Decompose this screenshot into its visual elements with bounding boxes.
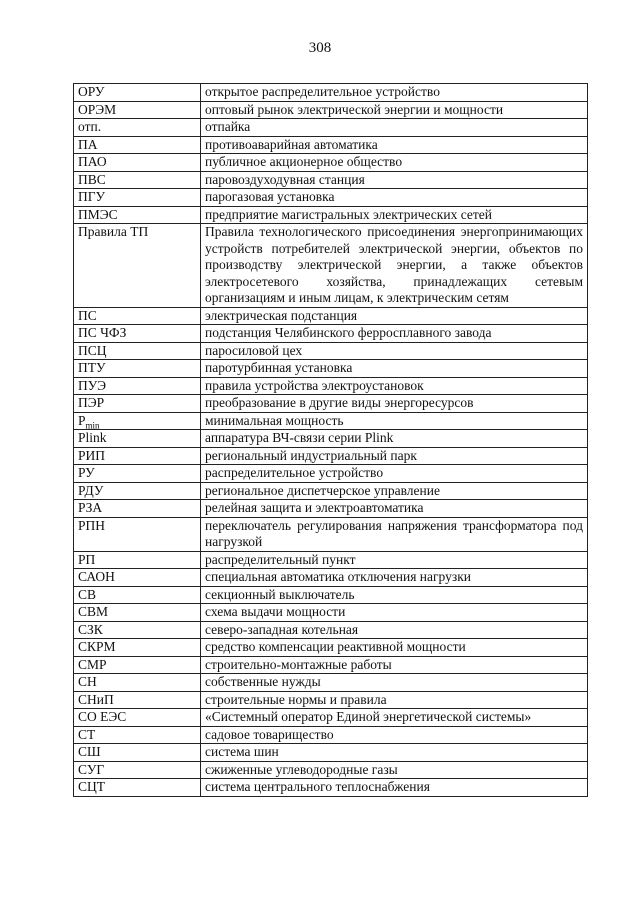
abbreviation-cell bbox=[74, 761, 201, 779]
table-row bbox=[74, 119, 588, 137]
abbreviation-text: РП bbox=[78, 551, 96, 567]
abbreviation-text: ПЭР bbox=[78, 395, 105, 410]
table-row bbox=[74, 639, 588, 657]
abbreviation-text: ПВС bbox=[78, 171, 106, 187]
abbreviation-cell bbox=[74, 136, 201, 154]
abbreviation-text: ПУЭ bbox=[78, 377, 107, 393]
abbreviation-subscript: min bbox=[85, 420, 100, 431]
table-row bbox=[74, 325, 588, 343]
table-row bbox=[74, 342, 588, 360]
abbreviation-cell bbox=[74, 465, 201, 483]
definition-cell: правила устройства электроустановок bbox=[201, 377, 588, 395]
abbreviation-text: отп. bbox=[78, 119, 102, 134]
definition-cell: Правила технологического присоединения энергопринимающих устройств потребителей электрической энергии, объектов по производству электрической энергии, а также объектов электросетевого хозяйства, принадлежащих сетевым организациям и иным лицам, к электрическим сетям bbox=[201, 224, 588, 308]
definition-cell: парогазовая установка bbox=[201, 189, 588, 207]
abbreviation-cell bbox=[74, 779, 201, 797]
abbreviation-cell bbox=[74, 171, 201, 189]
abbreviation-text: СНиП bbox=[78, 691, 114, 707]
table-row bbox=[74, 171, 588, 189]
abbreviation-cell bbox=[74, 325, 201, 343]
abbreviation-text: СН bbox=[78, 674, 97, 689]
definition-cell: северо-западная котельная bbox=[201, 621, 588, 639]
abbreviation-cell bbox=[74, 674, 201, 692]
abbreviation-text: СУГ bbox=[78, 761, 105, 777]
abbreviation-text: СМР bbox=[78, 656, 107, 672]
abbreviation-cell bbox=[74, 395, 201, 413]
abbreviation-cell bbox=[74, 500, 201, 518]
table-row bbox=[74, 101, 588, 119]
abbreviation-text: СЗК bbox=[78, 621, 103, 637]
abbreviation-cell bbox=[74, 84, 201, 102]
abbreviation-text: ПС bbox=[78, 307, 97, 323]
abbreviation-cell bbox=[74, 101, 201, 119]
definition-cell: электрическая подстанция bbox=[201, 307, 588, 325]
table-row bbox=[74, 621, 588, 639]
abbreviation-cell bbox=[74, 412, 201, 430]
abbreviation-cell bbox=[74, 342, 201, 360]
table-row bbox=[74, 412, 588, 430]
abbreviation-text: Правила ТП bbox=[78, 224, 149, 239]
definition-cell: паросиловой цех bbox=[201, 342, 588, 360]
abbreviation-cell bbox=[74, 517, 201, 551]
abbreviation-cell bbox=[74, 189, 201, 207]
abbreviation-cell bbox=[74, 377, 201, 395]
abbreviation-text: Plink bbox=[78, 430, 107, 445]
abbreviation-cell bbox=[74, 430, 201, 448]
abbreviation-text: СВ bbox=[78, 586, 97, 602]
definition-cell: паровоздуходувная станция bbox=[201, 171, 588, 189]
definition-cell: система центрального теплоснабжения bbox=[201, 779, 588, 797]
abbreviation-cell bbox=[74, 119, 201, 137]
abbreviation-text: РУ bbox=[78, 465, 95, 480]
definition-cell: открытое распределительное устройство bbox=[201, 84, 588, 102]
table-row bbox=[74, 551, 588, 569]
abbreviation-text: РИП bbox=[78, 447, 106, 463]
abbreviation-cell bbox=[74, 726, 201, 744]
table-row bbox=[74, 779, 588, 797]
table-row bbox=[74, 691, 588, 709]
abbreviation-cell bbox=[74, 224, 201, 308]
abbreviation-cell bbox=[74, 586, 201, 604]
definition-cell: садовое товарищество bbox=[201, 726, 588, 744]
definition-cell: система шин bbox=[201, 744, 588, 762]
table-row bbox=[74, 136, 588, 154]
abbreviation-text: СЦТ bbox=[78, 779, 105, 794]
definition-cell: специальная автоматика отключения нагрузки bbox=[201, 569, 588, 587]
abbreviation-text: ПГУ bbox=[78, 189, 106, 204]
abbreviations-table bbox=[73, 83, 588, 797]
definition-cell: региональное диспетчерское управление bbox=[201, 482, 588, 500]
abbreviation-text: ОРУ bbox=[78, 84, 105, 99]
table-row bbox=[74, 377, 588, 395]
definition-cell: оптовый рынок электрической энергии и мощности bbox=[201, 101, 588, 119]
page-number: 308 bbox=[308, 40, 332, 56]
abbreviation-cell bbox=[74, 604, 201, 622]
definition-cell: распределительное устройство bbox=[201, 465, 588, 483]
definition-cell: региональный индустриальный парк bbox=[201, 447, 588, 465]
definition-cell: релейная защита и электроавтоматика bbox=[201, 500, 588, 518]
definition-cell: подстанция Челябинского ферросплавного завода bbox=[201, 325, 588, 343]
table-row bbox=[74, 84, 588, 102]
definition-cell: строительно-монтажные работы bbox=[201, 656, 588, 674]
table-row bbox=[74, 744, 588, 762]
table-row bbox=[74, 709, 588, 727]
table-row bbox=[74, 360, 588, 378]
definition-cell: секционный выключатель bbox=[201, 586, 588, 604]
abbreviation-cell bbox=[74, 154, 201, 172]
abbreviation-text: СШ bbox=[78, 744, 101, 759]
definition-cell: паротурбинная установка bbox=[201, 360, 588, 378]
abbreviation-text: ПС ЧФЗ bbox=[78, 325, 127, 340]
abbreviation-cell bbox=[74, 744, 201, 762]
table-row bbox=[74, 586, 588, 604]
abbreviation-text: РДУ bbox=[78, 482, 104, 498]
abbreviation-text: ПСЦ bbox=[78, 342, 107, 358]
abbreviation-cell bbox=[74, 569, 201, 587]
abbreviation-cell bbox=[74, 691, 201, 709]
abbreviation-text: СКРМ bbox=[78, 639, 116, 654]
definition-cell: публичное акционерное общество bbox=[201, 154, 588, 172]
table-row bbox=[74, 482, 588, 500]
table-row bbox=[74, 517, 588, 551]
table-row bbox=[74, 674, 588, 692]
definition-cell: аппаратура ВЧ-связи серии Plink bbox=[201, 430, 588, 448]
definition-cell: минимальная мощность bbox=[201, 412, 588, 430]
abbreviation-text: СВМ bbox=[78, 604, 109, 619]
definition-cell: противоаварийная автоматика bbox=[201, 136, 588, 154]
abbreviation-text: ПАО bbox=[78, 154, 107, 169]
definition-cell: собственные нужды bbox=[201, 674, 588, 692]
table-row bbox=[74, 224, 588, 308]
abbreviation-cell bbox=[74, 639, 201, 657]
abbreviation-cell bbox=[74, 709, 201, 727]
table-row bbox=[74, 656, 588, 674]
definition-cell: средство компенсации реактивной мощности bbox=[201, 639, 588, 657]
abbreviation-text: ПМЭС bbox=[78, 206, 118, 222]
abbreviation-text: ПТУ bbox=[78, 360, 106, 375]
abbreviation-cell bbox=[74, 360, 201, 378]
abbreviation-cell bbox=[74, 551, 201, 569]
abbreviation-cell bbox=[74, 206, 201, 224]
abbreviation-cell bbox=[74, 621, 201, 639]
table-row bbox=[74, 761, 588, 779]
definition-cell: строительные нормы и правила bbox=[201, 691, 588, 709]
definition-cell: предприятие магистральных электрических сетей bbox=[201, 206, 588, 224]
table-row bbox=[74, 447, 588, 465]
table-row bbox=[74, 430, 588, 448]
abbreviation-text: СТ bbox=[78, 726, 96, 742]
definition-cell: сжиженные углеводородные газы bbox=[201, 761, 588, 779]
table-row bbox=[74, 569, 588, 587]
abbreviation-cell bbox=[74, 656, 201, 674]
table-row bbox=[74, 604, 588, 622]
table-row bbox=[74, 395, 588, 413]
abbreviation-text: РЗА bbox=[78, 500, 103, 515]
abbreviation-text: САОН bbox=[78, 569, 115, 584]
table-row bbox=[74, 500, 588, 518]
table-row bbox=[74, 465, 588, 483]
abbreviation-text: ОРЭМ bbox=[78, 101, 117, 117]
abbreviation-text: РПН bbox=[78, 517, 106, 533]
table-row bbox=[74, 154, 588, 172]
table-row bbox=[74, 206, 588, 224]
definition-cell: преобразование в другие виды энергоресурсов bbox=[201, 395, 588, 413]
abbreviation-cell bbox=[74, 482, 201, 500]
table-row bbox=[74, 307, 588, 325]
abbreviation-text: СО ЕЭС bbox=[78, 709, 127, 724]
definition-cell: «Системный оператор Единой энергетической системы» bbox=[201, 709, 588, 727]
definition-cell: распределительный пункт bbox=[201, 551, 588, 569]
table-row bbox=[74, 189, 588, 207]
abbreviation-cell bbox=[74, 307, 201, 325]
definition-cell: отпайка bbox=[201, 119, 588, 137]
abbreviation-cell bbox=[74, 447, 201, 465]
definition-cell: схема выдачи мощности bbox=[201, 604, 588, 622]
abbreviation-text: P bbox=[78, 412, 86, 428]
definition-cell: переключатель регулирования напряжения трансформатора под нагрузкой bbox=[201, 517, 588, 551]
table-row bbox=[74, 726, 588, 744]
abbreviation-text: ПА bbox=[78, 136, 98, 152]
